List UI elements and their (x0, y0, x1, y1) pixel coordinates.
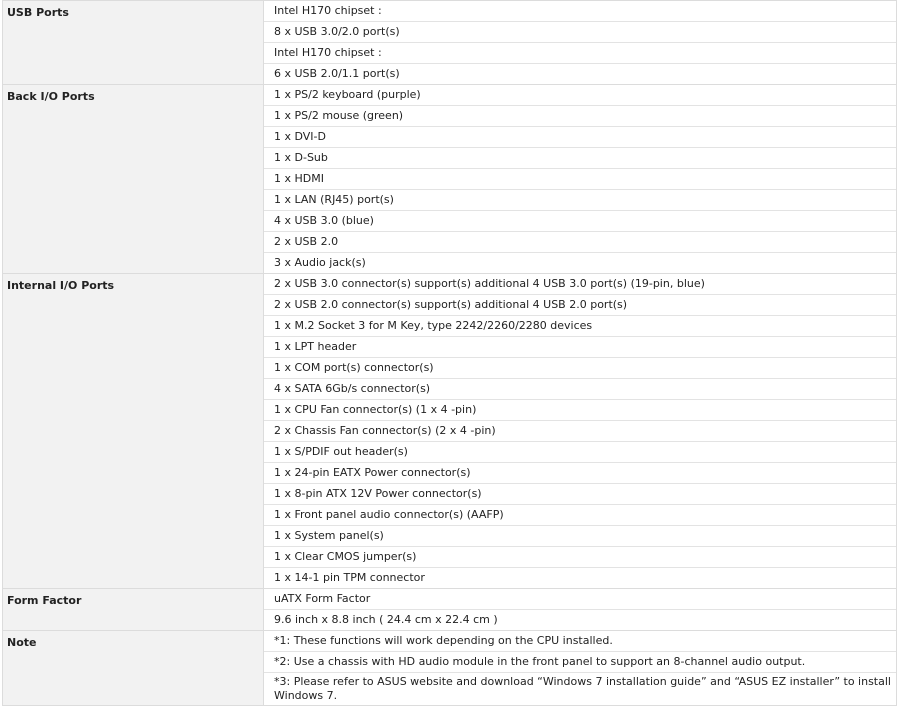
spec-value-cell (264, 631, 897, 706)
spec-value-line: 9.6 inch x 8.8 inch ( 24.4 cm x 22.4 cm ) (274, 613, 498, 626)
spec-value-line: *2: Use a chassis with HD audio module in the front panel to support an 8-channel audio output. (264, 652, 896, 673)
spec-label: USB Ports (7, 6, 69, 19)
spec-value-line: 1 x M.2 Socket 3 for M Key, type 2242/2260/2280 devices (264, 316, 896, 337)
spec-label-cell (3, 274, 264, 589)
spec-label-cell (3, 85, 264, 274)
spec-value-cell (264, 1, 897, 85)
spec-label: Note (7, 636, 37, 649)
spec-value-line: 1 x 24-pin EATX Power connector(s) (264, 463, 896, 484)
spec-value-line: 1 x System panel(s) (264, 526, 896, 547)
spec-value-line: 6 x USB 2.0/1.1 port(s) (274, 67, 400, 80)
spec-value-line: 1 x Front panel audio connector(s) (AAFP) (264, 505, 896, 526)
spec-value-line: 2 x Chassis Fan connector(s) (2 x 4 -pin) (264, 421, 896, 442)
spec-value-line: 1 x PS/2 mouse (green) (264, 106, 896, 127)
spec-value-line: 1 x LAN (RJ45) port(s) (264, 190, 896, 211)
spec-value-line: 3 x Audio jack(s) (274, 256, 366, 269)
spec-value-line: 4 x USB 3.0 (blue) (264, 211, 896, 232)
spec-value-line: 2 x USB 3.0 connector(s) support(s) additional 4 USB 3.0 port(s) (19-pin, blue) (264, 274, 896, 295)
spec-row-usb-ports (3, 1, 897, 85)
spec-table (2, 0, 897, 706)
spec-label-cell (3, 589, 264, 631)
spec-label: Internal I/O Ports (7, 279, 115, 292)
spec-value-line: *1: These functions will work depending on the CPU installed. (264, 631, 896, 652)
spec-row-form-factor (3, 589, 897, 631)
spec-label-cell (3, 631, 264, 706)
spec-value-line: 1 x 8-pin ATX 12V Power connector(s) (264, 484, 896, 505)
spec-label: Form Factor (7, 594, 82, 607)
spec-value-line: 1 x Clear CMOS jumper(s) (264, 547, 896, 568)
spec-value-line: 1 x DVI-D (264, 127, 896, 148)
spec-value-line: 2 x USB 2.0 (264, 232, 896, 253)
spec-value-line: *3: Please refer to ASUS website and download “Windows 7 installation guide” and “ASUS EZ installer” to install Windows 7. (274, 675, 891, 702)
spec-value-line: 1 x CPU Fan connector(s) (1 x 4 -pin) (264, 400, 896, 421)
spec-value-line: 1 x HDMI (264, 169, 896, 190)
spec-value-cell (264, 274, 897, 589)
spec-value-line: 1 x D-Sub (264, 148, 896, 169)
spec-value-line: 8 x USB 3.0/2.0 port(s) (264, 22, 896, 43)
spec-value-cell (264, 85, 897, 274)
spec-value-line: 2 x USB 2.0 connector(s) support(s) additional 4 USB 2.0 port(s) (264, 295, 896, 316)
spec-value-line: 1 x S/PDIF out header(s) (264, 442, 896, 463)
spec-value-line: 1 x COM port(s) connector(s) (264, 358, 896, 379)
spec-row-internal-io-ports (3, 274, 897, 589)
spec-label-cell (3, 1, 264, 85)
spec-value-line: 4 x SATA 6Gb/s connector(s) (264, 379, 896, 400)
spec-value-line: Intel H170 chipset : (264, 1, 896, 22)
spec-value-line: Intel H170 chipset : (264, 43, 896, 64)
spec-value-line: 1 x PS/2 keyboard (purple) (264, 85, 896, 106)
spec-row-note (3, 631, 897, 706)
spec-label: Back I/O Ports (7, 90, 95, 103)
spec-value-line: 1 x 14-1 pin TPM connector (274, 571, 425, 584)
spec-value-line: uATX Form Factor (264, 589, 896, 610)
spec-value-line: 1 x LPT header (264, 337, 896, 358)
spec-row-back-io-ports (3, 85, 897, 274)
spec-value-cell (264, 589, 897, 631)
